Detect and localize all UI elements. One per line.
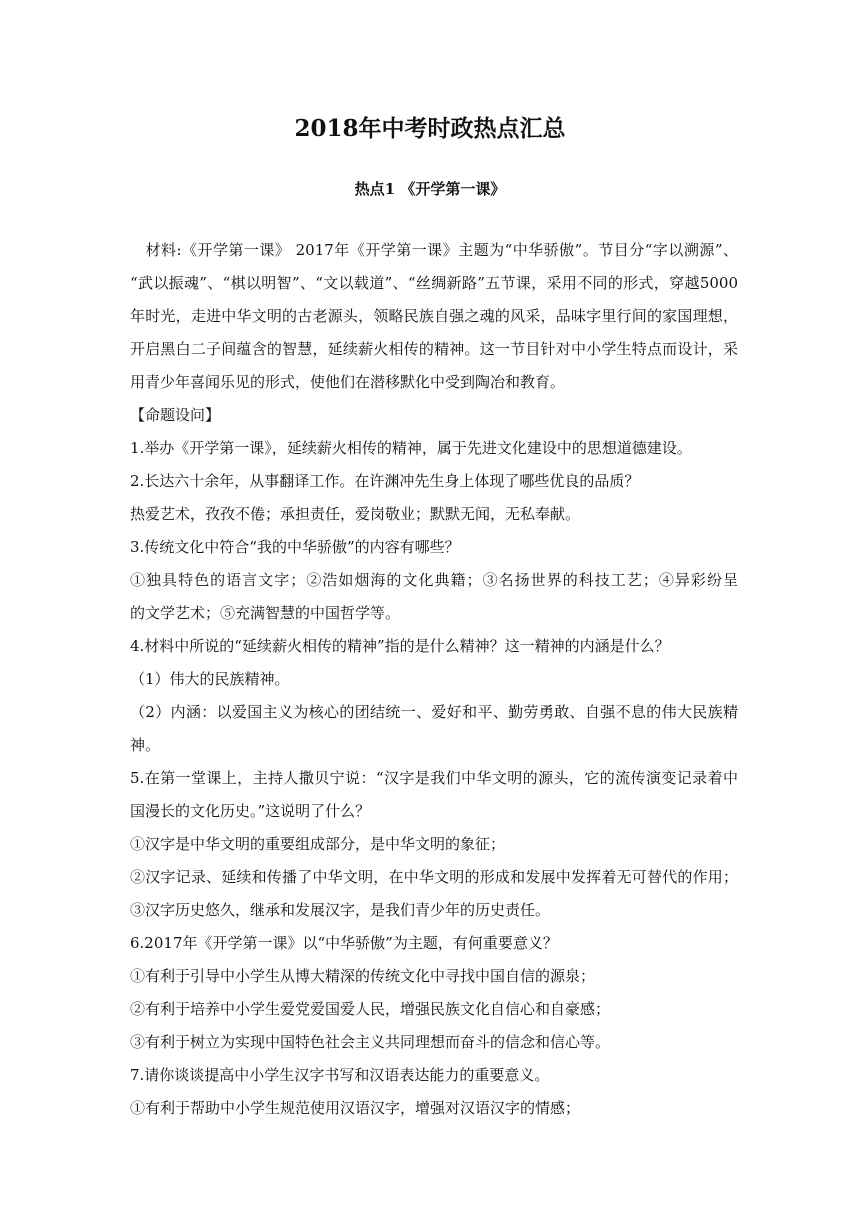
body-line: 用青少年喜闻乐见的形式，使他们在潜移默化中受到陶冶和教育。	[130, 373, 566, 391]
answer-line: ①有利于引导中小学生从博大精深的传统文化中寻找中国自信的源泉；	[130, 967, 596, 985]
body-line: 开启黑白二子间蕴含的智慧，延续薪火相传的精神。这一节目针对中小学生特点而设计，采	[130, 340, 738, 358]
answer-line: ①独具特色的语言文字；②浩如烟海的文化典籍；③名扬世界的科技工艺；④异彩纷呈	[130, 571, 738, 589]
answer-line: ③汉字历史悠久，继承和发展汉字，是我们青少年的历史责任。	[130, 901, 551, 919]
body-line: 年时光，走进中华文明的古老源头，领略民族自强之魂的风采，品味字里行间的家国理想，	[130, 307, 738, 325]
answer-line: ②汉字记录、延续和传播了中华文明，在中华文明的形成和发展中发挥着无可替代的作用；	[130, 868, 738, 886]
answer-line: 热爱艺术，孜孜不倦；承担责任，爱岗敬业；默默无闻，无私奉献。	[130, 505, 581, 523]
question-line: 1.举办《开学第一课》，延续薪火相传的精神，属于先进文化建设中的思想道德建设。	[130, 439, 692, 457]
answer-line: ①汉字是中华文明的重要组成部分，是中华文明的象征；	[130, 835, 506, 853]
answer-line: （2）内涵：以爱国主义为核心的团结统一、爱好和平、勤劳勇敢、自强不息的伟大民族精	[130, 703, 738, 721]
section-heading: 【命题设问】	[130, 406, 221, 424]
question-line: 国漫长的文化历史。”这说明了什么？	[130, 802, 371, 820]
answer-line: 的文学艺术；⑤充满智慧的中国哲学等。	[130, 604, 401, 622]
answer-line: ③有利于树立为实现中国特色社会主义共同理想而奋斗的信念和信心等。	[130, 1033, 611, 1051]
document-title: 2018年中考时政热点汇总	[294, 115, 566, 142]
section-title: 热点1 《开学第一课》	[354, 180, 506, 198]
answer-line: ②有利于培养中小学生爱党爱国爱人民，增强民族文化自信心和自豪感；	[130, 1000, 611, 1018]
answer-line: （1）伟大的民族精神。	[130, 670, 290, 688]
question-line: 6.2017年《开学第一课》以“中华骄傲”为主题，有何重要意义？	[130, 934, 558, 952]
answer-line: 神。	[130, 736, 161, 754]
question-line: 3.传统文化中符合“我的中华骄傲”的内容有哪些？	[130, 538, 460, 556]
body-line: “武以振魂”、“棋以明智”、“文以载道”、“丝绸新路”五节课，采用不同的形式，穿越5000	[130, 274, 738, 292]
question-line: 2.长达六十余年，从事翻译工作。在许渊冲先生身上体现了哪些优良的品质？	[130, 472, 640, 490]
question-line: 7.请你谈谈提高中小学生汉字书写和汉语表达能力的重要意义。	[130, 1066, 550, 1084]
body-line: 材料:《开学第一课》 2017年《开学第一课》主题为“中华骄傲”。节目分“字以溯源”、	[130, 241, 738, 259]
question-line: 5.在第一堂课上，主持人撒贝宁说：“汉字是我们中华文明的源头，它的流传演变记录着中	[130, 769, 738, 787]
question-line: 4.材料中所说的“延续薪火相传的精神”指的是什么精神？这一精神的内涵是什么？	[130, 637, 670, 655]
answer-line: ①有利于帮助中小学生规范使用汉语汉字，增强对汉语汉字的情感；	[130, 1099, 581, 1117]
